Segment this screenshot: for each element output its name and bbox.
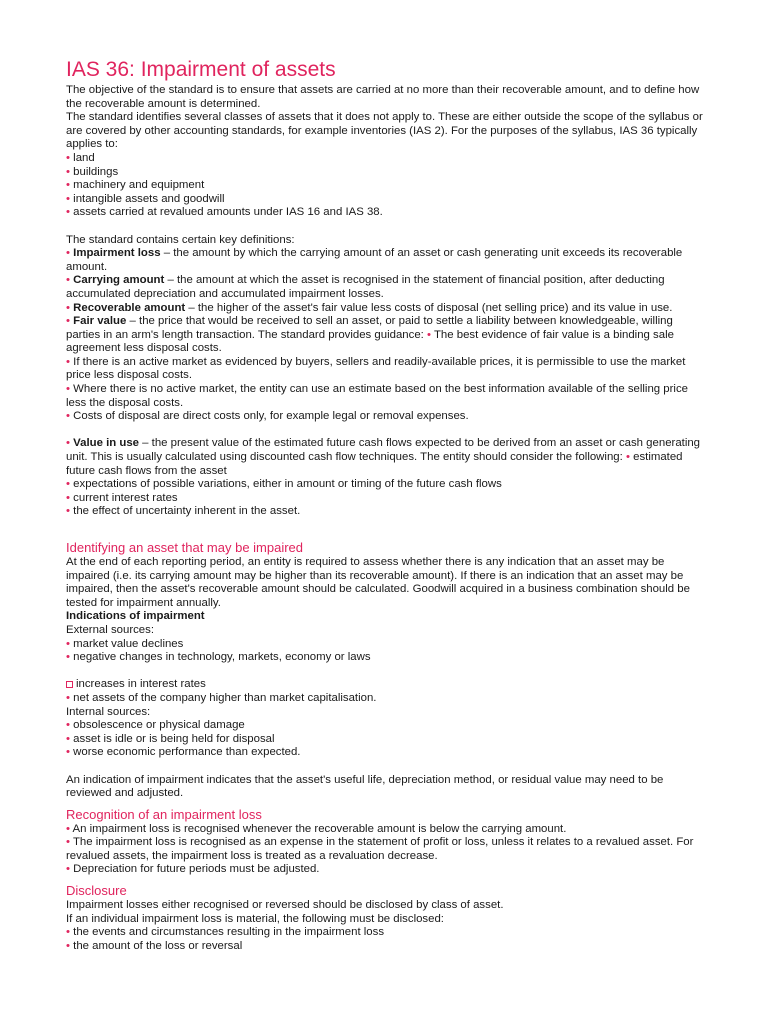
list-item: • Depreciation for future periods must be adjusted. [66,863,320,876]
bullet-icon: • [66,732,70,745]
bullet-icon: • [66,410,70,423]
list-item: • The impairment loss is recognised as an expense in the statement of profit or loss, unless it relates to a revalued asset. For revalued assets, the impairment loss is treated as a revaluation decrease. [66,836,694,862]
list-item: increases in interest rates [66,678,706,692]
list-item: • market value declines [66,637,184,650]
definition-carrying-amount: • Carrying amount – the amount at which the asset is recognised in the statement of financial position, after deducting accumulated depreciation and accumulated impairment losses. [66,274,665,300]
definition-impairment-loss: • Impairment loss – the amount by which the carrying amount of an asset or cash generating unit exceeds its recoverable amount. [66,247,683,273]
bullet-icon: • [66,437,70,450]
definition-term: Fair value [73,315,127,328]
list-item: • asset is idle or is being held for disposal [66,732,275,745]
definitions-lead: The standard contains certain key definitions: [66,233,295,246]
internal-sources-label: Internal sources: [66,705,151,718]
list-item: • net assets of the company higher than market capitalisation. [66,691,377,704]
bullet-icon: • [66,192,70,205]
bullet-icon: • [66,746,70,759]
section-heading-identifying: Identifying an asset that may be impaired [66,540,304,555]
bullet-icon: • [625,451,630,464]
bullet-icon: • [66,301,70,314]
bullet-icon: • [66,478,70,491]
definition-value-in-use: • Value in use – the present value of the estimated future cash flows expected to be derived from an asset or cash generating unit. This is usually calculated using discounted cash flow techniques. The entity should consider the following: • estimated future cash flows from the asset [66,437,701,477]
bullet-icon: • [66,719,70,732]
bullet-icon: • [66,179,70,192]
bullet-icon: • [66,247,70,260]
page-title: IAS 36: Impairment of assets [66,58,336,81]
definition-recoverable-amount: • Recoverable amount – the higher of the asset's fair value less costs of disposal (net selling price) and its value in use. [66,301,673,314]
bullet-icon: • [66,836,70,849]
bullet-icon: • [66,383,70,396]
document-page [66,56,706,953]
identifying-paragraph: At the end of each reporting period, an entity is required to assess whether there is any indication that an asset may be impaired (i.e. its carrying amount may be higher than its recoverable amount). If there is an indication that an asset may be impaired, then the asset's recoverable amount should be calculated. Goodwill acquired in a business combination should be tested for impairment annually. [66,556,690,609]
bullet-icon: • [66,315,70,328]
list-item: • expectations of possible variations, either in amount or timing of the future cash flows [66,478,502,491]
bullet-icon: • [66,939,70,952]
list-item: • Where there is no active market, the entity can use an estimate based on the best information available of the selling price less the disposal costs. [66,383,688,409]
list-item: • buildings [66,165,119,178]
bullet-icon: • [66,151,70,164]
disclosure-paragraph-1: Impairment losses either recognised or reversed should be disclosed by class of asset. [66,899,504,912]
bullet-icon: • [66,637,70,650]
list-item: • If there is an active market as evidenced by buyers, sellers and readily-available prices, it is permissible to use the market price less disposal costs. [66,355,686,382]
bullet-icon: • [426,328,431,341]
definition-term: Impairment loss [73,247,161,260]
list-item: • machinery and equipment [66,179,205,192]
bullet-icon: • [66,355,70,368]
list-item: • intangible assets and goodwill [66,192,225,205]
bullet-icon: • [66,863,70,876]
indications-heading: Indications of impairment [66,610,205,623]
section-heading-recognition: Recognition of an impairment loss [66,806,262,822]
bullet-icon: • [66,206,70,219]
list-item: • An impairment loss is recognised whenever the recoverable amount is below the carrying amount. [66,822,567,835]
definition-term: Recoverable amount [73,301,186,314]
bullet-icon: • [66,274,70,287]
list-item: • the effect of uncertainty inherent in the asset. [66,505,301,518]
bullet-icon: • [66,691,70,704]
intro-paragraph-1: The objective of the standard is to ensure that assets are carried at no more than their recoverable amount, and to define how the recoverable amount is determined. [66,84,700,110]
intro-bullet-list [66,152,706,220]
list-item: • the events and circumstances resulting in the impairment loss [66,926,385,939]
list-item: • negative changes in technology, markets, economy or laws [66,651,371,664]
definition-fair-value: • Fair value – the price that would be received to sell an asset, or paid to settle a liability between knowledgeable, willing parties in an arm's length transaction. The standard provides guidance: • The best evidence of fair value is a binding sale agreement less disposal costs. [66,315,674,355]
bullet-icon: • [66,926,70,939]
bullet-icon: • [66,165,70,178]
bullet-icon: • [66,505,70,518]
section-heading-disclosure: Disclosure [66,883,127,899]
list-item: • land [66,151,95,164]
intro-paragraph-2: The standard identifies several classes of assets that it does not apply to. These are either outside the scope of the syllabus or are covered by other accounting standards, for example inventories (IAS 2). For the purposes of the syllabus, IAS 36 typically applies to: [66,111,703,151]
list-item: • obsolescence or physical damage [66,719,245,732]
bullet-icon: • [66,491,70,504]
bullet-icon: • [66,651,70,664]
disclosure-paragraph-2: If an individual impairment loss is material, the following must be disclosed: [66,912,444,925]
definition-term: Value in use [73,437,140,450]
list-item: • the amount of the loss or reversal [66,939,243,952]
bullet-icon: • [66,822,70,835]
indication-paragraph: An indication of impairment indicates that the asset's useful life, depreciation method, or residual value may need to be reviewed and adjusted. [66,773,664,800]
list-item: • Costs of disposal are direct costs only, for example legal or removal expenses. [66,410,469,423]
list-item: • current interest rates [66,491,178,504]
list-item: • worse economic performance than expected. [66,746,301,759]
external-sources-label: External sources: [66,623,154,636]
list-item: • assets carried at revalued amounts under IAS 16 and IAS 38. [66,206,383,219]
box-bullet-icon [66,681,73,688]
definition-term: Carrying amount [73,274,165,287]
